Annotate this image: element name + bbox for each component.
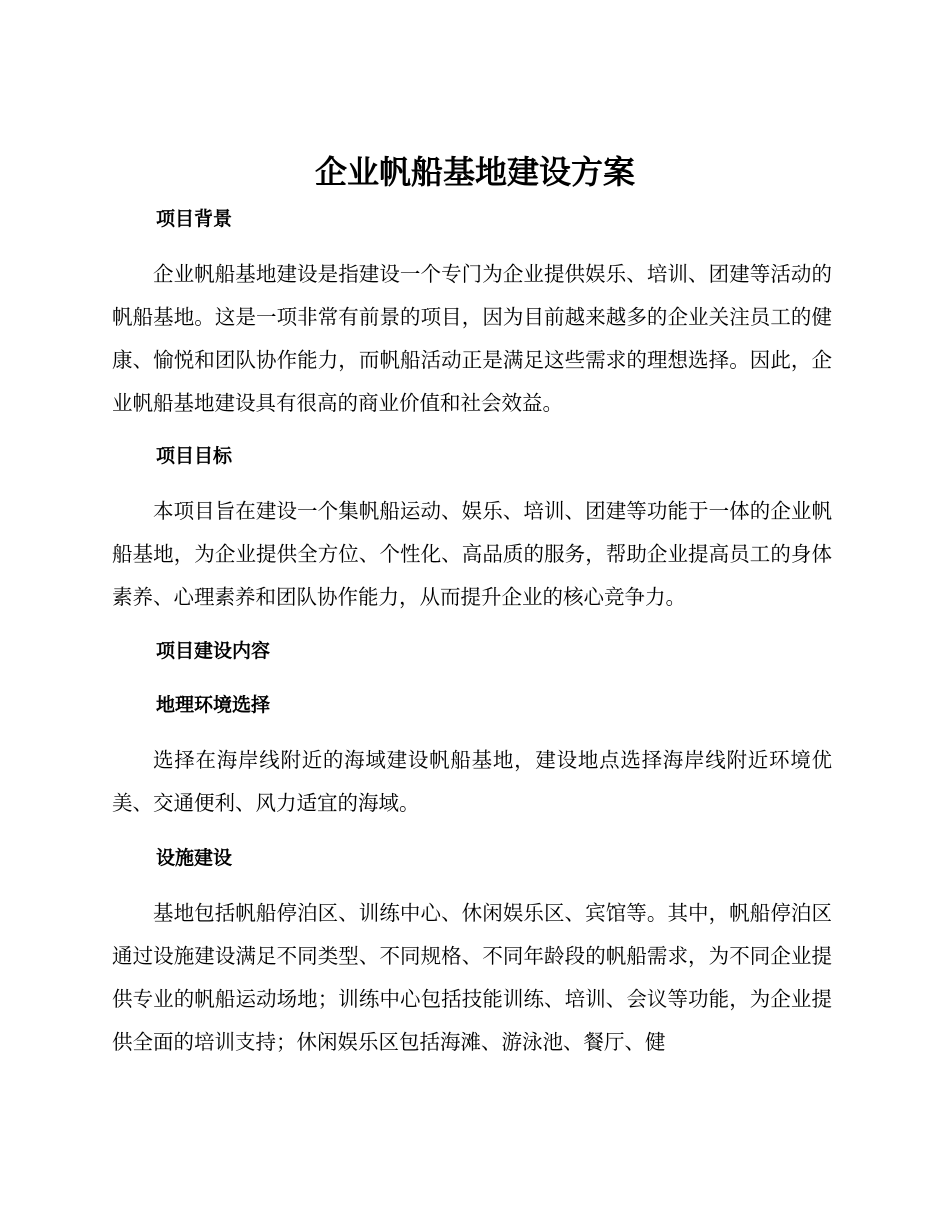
section-heading-facilities: 设施建设 bbox=[156, 847, 233, 869]
section-paragraph-goals: 本项目旨在建设一个集帆船运动、娱乐、培训、团建等功能于一体的企业帆船基地，为企业提供全方位、个性化、高品质的服务，帮助企业提高员工的身体素养、心理素养和团队协作能力，从而提升企业的核心竞争力。 bbox=[112, 499, 832, 609]
section-paragraph-background: 企业帆船基地建设是指建设一个专门为企业提供娱乐、培训、团建等活动的帆船基地。这是一项非常有前景的项目，因为目前越来越多的企业关注员工的健康、愉悦和团队协作能力，而帆船活动正是满足这些需求的理想选择。因此，企业帆船基地建设具有很高的商业价值和社会效益。 bbox=[112, 262, 832, 415]
section-heading-site-selection: 地理环境选择 bbox=[156, 694, 271, 716]
document-title: 企业帆船基地建设方案 bbox=[314, 153, 635, 191]
section-heading-background: 项目背景 bbox=[156, 208, 233, 230]
section-heading-construction-content: 项目建设内容 bbox=[156, 640, 271, 662]
section-paragraph-facilities: 基地包括帆船停泊区、训练中心、休闲娱乐区、宾馆等。其中，帆船停泊区通过设施建设满足不同类型、不同规格、不同年龄段的帆船需求，为不同企业提供专业的帆船运动场地；训练中心包括技能训练、培训、会议等功能，为企业提供全面的培训支持；休闲娱乐区包括海滩、游泳池、餐厅、健 bbox=[112, 901, 832, 1054]
section-heading-goals: 项目目标 bbox=[156, 445, 233, 467]
section-paragraph-site-selection: 选择在海岸线附近的海域建设帆船基地，建设地点选择海岸线附近环境优美、交通便利、风力适宜的海域。 bbox=[112, 748, 832, 815]
